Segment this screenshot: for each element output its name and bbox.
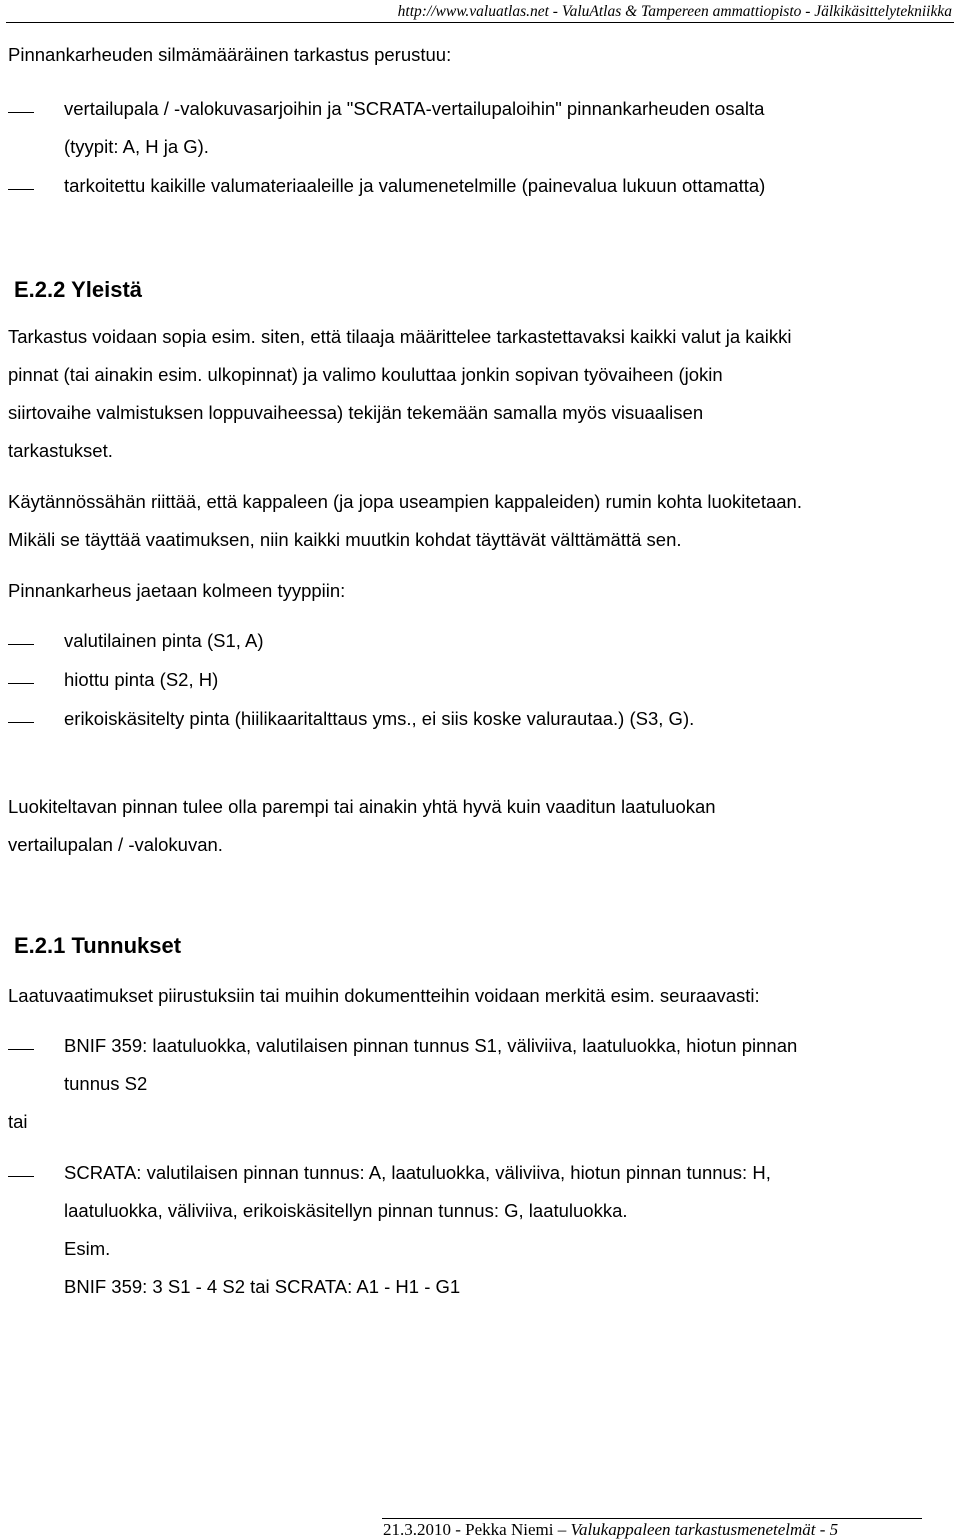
intro-bullet-1-line-1: vertailupala / -valokuvasarjoihin ja "SCRATA-vertailupaloihin" pinnankarheuden osalta — [64, 98, 765, 119]
page-footer — [383, 1520, 838, 1540]
general-para2-line-1: Käytännössähän riittää, että kappaleen (ja jopa useampien kappaleiden) rumin kohta luokitetaan. — [8, 491, 802, 512]
footer-dash: – — [557, 1520, 567, 1539]
general-para1-line-4: tarkastukset. — [8, 440, 113, 461]
section-heading-symbols: E.2.1 Tunnukset — [14, 933, 182, 958]
symbols-example: BNIF 359: 3 S1 - 4 S2 tai SCRATA: A1 - H1 - G1 — [64, 1276, 461, 1297]
symbols-bullet-1-line-1: BNIF 359: laatuluokka, valutilaisen pinnan tunnus S1, väliviiva, laatuluokka, hiotun pinnan — [64, 1035, 798, 1056]
bullet-dash-icon — [8, 722, 34, 723]
general-para1-line-2: pinnat (tai ainakin esim. ulkopinnat) ja valimo kouluttaa jonkin sopivan työvaiheen (jokin — [8, 364, 723, 385]
intro-lead: Pinnankarheuden silmämääräinen tarkastus perustuu: — [8, 44, 452, 65]
general-para3-line-2: vertailupalan / -valokuvan. — [8, 834, 223, 855]
general-para2-line-2: Mikäli se täyttää vaatimuksen, niin kaikki muutkin kohdat täyttävät välttämättä sen. — [8, 529, 682, 550]
header-divider — [6, 22, 954, 23]
footer-date-author: 21.3.2010 - Pekka Niemi — [383, 1520, 558, 1539]
symbols-bullet-2-line-2: laatuluokka, väliviiva, erikoiskäsitellyn pinnan tunnus: G, laatuluokka. — [64, 1200, 628, 1221]
bullet-dash-icon — [8, 683, 34, 684]
general-para3-line-1: Luokiteltavan pinnan tulee olla parempi tai ainakin yhtä hyvä kuin vaaditun laatuluokan — [8, 796, 716, 817]
general-para1-line-1: Tarkastus voidaan sopia esim. siten, että tilaaja määrittelee tarkastettavaksi kaikki valut ja kaikki — [8, 326, 792, 347]
type-item-3: erikoiskäsitelty pinta (hiilikaaritalttaus yms., ei siis koske valurautaa.) (S3, G). — [64, 708, 695, 729]
bullet-dash-icon — [8, 189, 34, 190]
footer-divider — [382, 1518, 922, 1519]
bullet-dash-icon — [8, 1176, 34, 1177]
general-para1-line-3: siirtovaihe valmistuksen loppuvaiheessa) tekijän tekemään samalla myös visuaalisen — [8, 402, 704, 423]
symbols-connector: tai — [8, 1111, 28, 1132]
types-lead: Pinnankarheus jaetaan kolmeen tyyppiin: — [8, 580, 346, 601]
type-item-1: valutilainen pinta (S1, A) — [64, 630, 264, 651]
section-heading-general: E.2.2 Yleistä — [14, 277, 143, 302]
bullet-dash-icon — [8, 112, 34, 113]
symbols-example-label: Esim. — [64, 1238, 111, 1259]
symbols-lead: Laatuvaatimukset piirustuksiin tai muihin dokumentteihin voidaan merkitä esim. seuraavasti: — [8, 985, 760, 1006]
bullet-dash-icon — [8, 644, 34, 645]
intro-bullet-2: tarkoitettu kaikille valumateriaaleille ja valumenetelmille (painevalua lukuun ottamatta) — [64, 175, 766, 196]
type-item-2: hiottu pinta (S2, H) — [64, 669, 219, 690]
symbols-bullet-2-line-1: SCRATA: valutilaisen pinnan tunnus: A, laatuluokka, väliviiva, hiotun pinnan tunnus: H, — [64, 1162, 771, 1183]
bullet-dash-icon — [8, 1049, 34, 1050]
intro-bullet-1-line-2: (tyypit: A, H ja G). — [64, 136, 209, 157]
page-header-url: http://www.valuatlas.net - ValuAtlas & Tampereen ammattiopisto - Jälkikäsittelytekniikka — [397, 3, 952, 20]
footer-title: Valukappaleen tarkastusmenetelmät - 5 — [566, 1520, 839, 1539]
symbols-bullet-1-line-2: tunnus S2 — [64, 1073, 148, 1094]
